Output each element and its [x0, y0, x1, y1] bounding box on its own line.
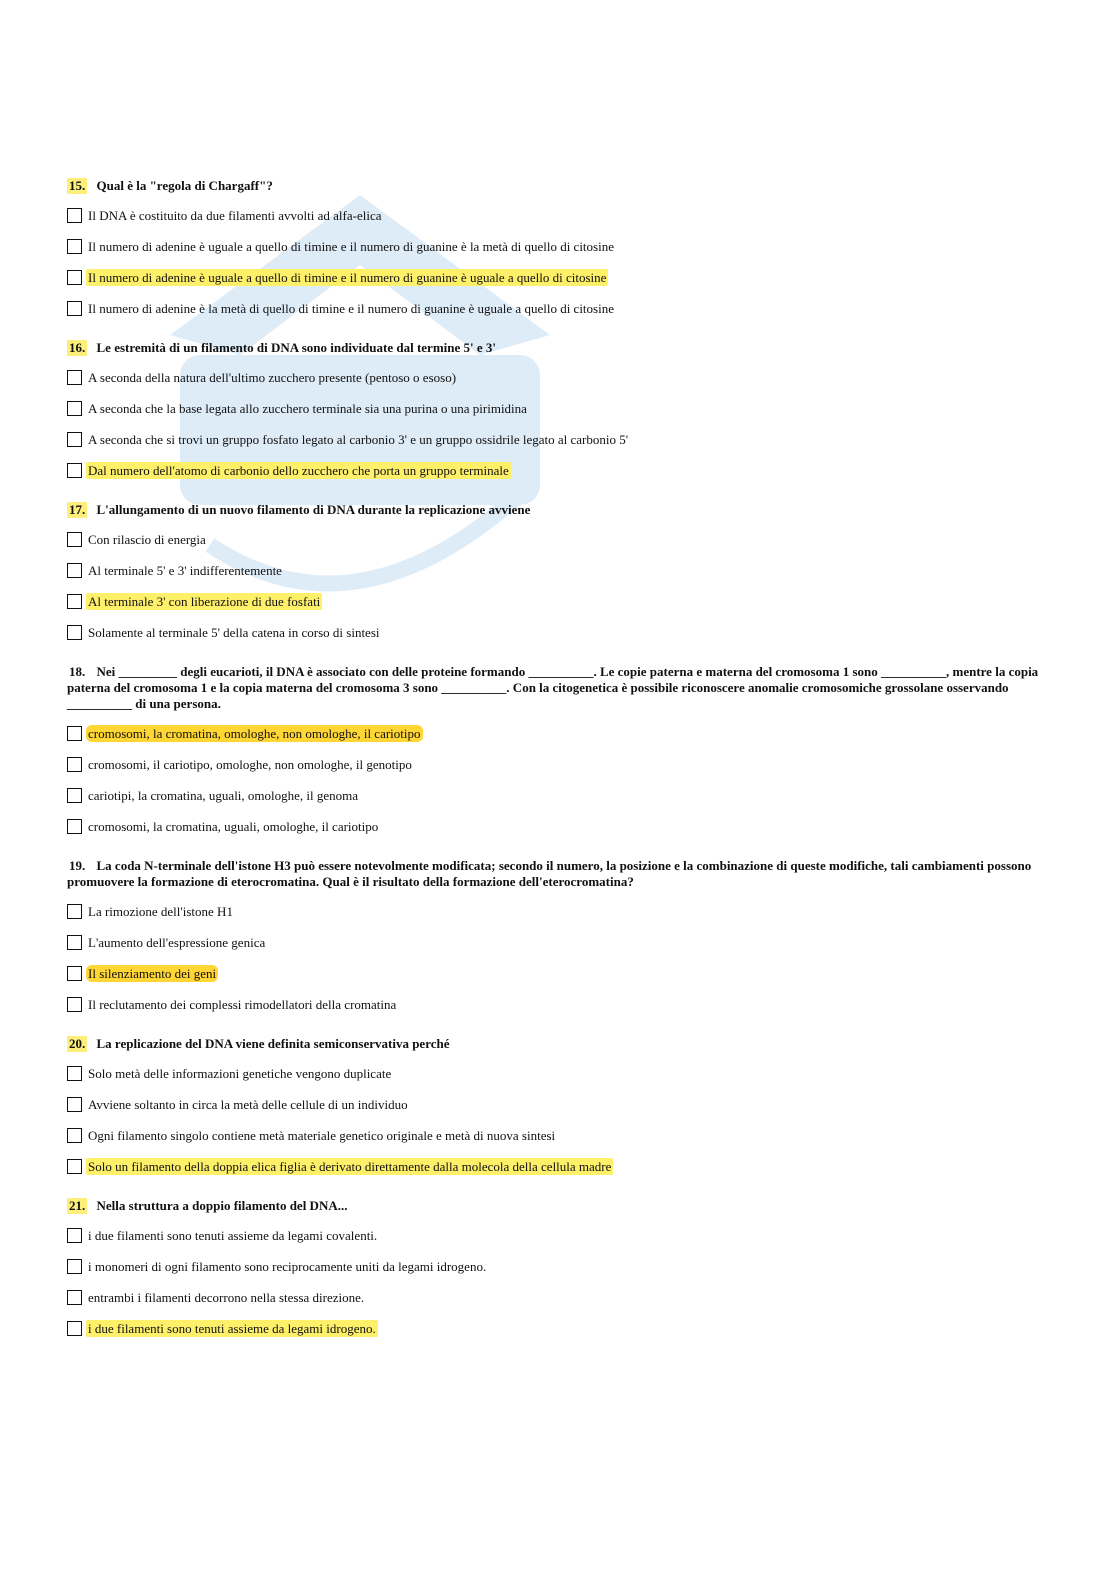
question-20 [67, 1036, 1057, 1182]
question-header [67, 1036, 1057, 1052]
answer-text: Al terminale 5' e 3' indifferentemente [88, 563, 282, 578]
answer-checkbox[interactable] [67, 1159, 82, 1174]
answer-checkbox[interactable] [67, 1290, 82, 1305]
answer-text: entrambi i filamenti decorrono nella stessa direzione. [88, 1290, 365, 1305]
question-text: La coda N-terminale dell'istone H3 può essere notevolmente modificata; secondo il numero, la posizione e la combinazione di queste modifiche, tali cambiamenti possono promuovere la formazione di eterocromatina. Qual è il risultato della formazione dell'eterocromatina? [67, 858, 1032, 889]
answer-checkbox[interactable] [67, 532, 82, 547]
answer-checkbox[interactable] [67, 757, 82, 772]
answer-text: Solo metà delle informazioni genetiche vengono duplicate [88, 1066, 392, 1081]
answer-text: i due filamenti sono tenuti assieme da legami covalenti. [88, 1228, 378, 1243]
answer-checkbox[interactable] [67, 463, 82, 478]
question-18 [67, 664, 1057, 842]
answer-checkbox[interactable] [67, 935, 82, 950]
question-header [67, 1198, 1057, 1214]
answer-checkbox[interactable] [67, 401, 82, 416]
question-number: 16. [69, 340, 86, 355]
answer-option[interactable] [67, 555, 1057, 586]
answer-checkbox[interactable] [67, 270, 82, 285]
answer-text: Il reclutamento dei complessi rimodellatori della cromatina [88, 997, 397, 1012]
answer-option-correct[interactable] [67, 455, 1057, 486]
answer-option[interactable] [67, 524, 1057, 555]
question-17 [67, 502, 1057, 648]
question-number: 17. [69, 502, 86, 517]
answer-option[interactable] [67, 1120, 1057, 1151]
answer-text: A seconda che la base legata allo zucchero terminale sia una purina o una pirimidina [88, 401, 527, 416]
question-text: L'allungamento di un nuovo filamento di DNA durante la replicazione avviene [96, 502, 531, 517]
question-text: Le estremità di un filamento di DNA sono individuate dal termine 5' e 3' [96, 340, 497, 355]
answer-text-highlighted: cromosomi, la cromatina, omologhe, non omologhe, il cariotipo [88, 726, 421, 741]
answer-option[interactable] [67, 362, 1057, 393]
question-text: La replicazione del DNA viene definita semiconservativa perché [96, 1036, 450, 1051]
answer-text: cromosomi, la cromatina, uguali, omologhe, il cariotipo [88, 819, 379, 834]
question-number: 19. [69, 858, 86, 873]
question-number: 18. [69, 664, 86, 679]
answer-option-correct[interactable] [67, 586, 1057, 617]
answer-text-highlighted: Dal numero dell'atomo di carbonio dello zucchero che porta un gruppo terminale [88, 463, 509, 478]
question-header [67, 502, 1057, 518]
answer-option[interactable] [67, 293, 1057, 324]
answer-option-correct[interactable] [67, 718, 1057, 749]
question-number: 15. [69, 178, 86, 193]
question-text: Qual è la "regola di Chargaff"? [96, 178, 273, 193]
answer-option[interactable] [67, 1058, 1057, 1089]
answer-checkbox[interactable] [67, 594, 82, 609]
question-text: Nei _________ degli eucarioti, il DNA è associato con delle proteine formando __________. Le copie paterna e materna del cromosoma 1 sono __________, mentre la copia paterna del cromosoma 1 e la copia materna del cromosoma 3 sono __________. Con la citogenetica è possibile riconoscere anomalie cromosomiche grossolane osservando __________ di una persona. [67, 664, 1039, 711]
answer-option[interactable] [67, 393, 1057, 424]
answer-option[interactable] [67, 231, 1057, 262]
answer-text-highlighted: Il silenziamento dei geni [88, 966, 217, 981]
answer-text-highlighted: Solo un filamento della doppia elica figlia è derivato direttamente dalla molecola della cellula madre [88, 1159, 612, 1174]
answer-text: Il DNA è costituito da due filamenti avvolti ad alfa-elica [88, 208, 382, 223]
question-text: Nella struttura a doppio filamento del DNA... [96, 1198, 348, 1213]
answer-option-correct[interactable] [67, 1313, 1057, 1344]
answer-option[interactable] [67, 1282, 1057, 1313]
question-21 [67, 1198, 1057, 1344]
answer-option[interactable] [67, 617, 1057, 648]
answer-checkbox[interactable] [67, 1259, 82, 1274]
answer-text-highlighted: Il numero di adenine è uguale a quello di timine e il numero di guanine è uguale a quello di citosine [88, 270, 607, 285]
answer-checkbox[interactable] [67, 1228, 82, 1243]
answer-checkbox[interactable] [67, 1066, 82, 1081]
answer-option[interactable] [67, 1251, 1057, 1282]
answer-checkbox[interactable] [67, 788, 82, 803]
answer-checkbox[interactable] [67, 997, 82, 1012]
answer-text: L'aumento dell'espressione genica [88, 935, 266, 950]
answer-checkbox[interactable] [67, 239, 82, 254]
answer-text: Solamente al terminale 5' della catena in corso di sintesi [88, 625, 380, 640]
answer-text: Ogni filamento singolo contiene metà materiale genetico originale e metà di nuova sintesi [88, 1128, 556, 1143]
answer-text: La rimozione dell'istone H1 [88, 904, 233, 919]
answer-text: i monomeri di ogni filamento sono reciprocamente uniti da legami idrogeno. [88, 1259, 487, 1274]
quiz-questions [67, 178, 1057, 1360]
answer-checkbox[interactable] [67, 904, 82, 919]
answer-text-highlighted: i due filamenti sono tenuti assieme da legami idrogeno. [88, 1321, 376, 1336]
answer-option[interactable] [67, 896, 1057, 927]
answer-option-correct[interactable] [67, 1151, 1057, 1182]
answer-text: Il numero di adenine è uguale a quello di timine e il numero di guanine è la metà di quello di citosine [88, 239, 614, 254]
answer-option[interactable] [67, 927, 1057, 958]
question-number: 20. [69, 1036, 86, 1051]
answer-text: Avviene soltanto in circa la metà delle cellule di un individuo [88, 1097, 408, 1112]
answer-option[interactable] [67, 424, 1057, 455]
answer-text: A seconda che si trovi un gruppo fosfato legato al carbonio 3' e un gruppo ossidrile legato al carbonio 5' [88, 432, 629, 447]
answer-checkbox[interactable] [67, 1097, 82, 1112]
answer-text: Il numero di adenine è la metà di quello di timine e il numero di guanine è uguale a quello di citosine [88, 301, 614, 316]
answer-text: cromosomi, il cariotipo, omologhe, non omologhe, il genotipo [88, 757, 412, 772]
answer-text: Con rilascio di energia [88, 532, 206, 547]
answer-checkbox[interactable] [67, 1321, 82, 1336]
answer-option[interactable] [67, 200, 1057, 231]
answer-checkbox[interactable] [67, 432, 82, 447]
answer-checkbox[interactable] [67, 625, 82, 640]
answer-checkbox[interactable] [67, 819, 82, 834]
answer-option[interactable] [67, 811, 1057, 842]
answer-option[interactable] [67, 780, 1057, 811]
question-19 [67, 858, 1057, 1020]
answer-checkbox[interactable] [67, 370, 82, 385]
answer-text-highlighted: Al terminale 3' con liberazione di due fosfati [88, 594, 321, 609]
question-header [67, 178, 1057, 194]
question-number: 21. [69, 1198, 86, 1213]
answer-checkbox[interactable] [67, 563, 82, 578]
answer-checkbox[interactable] [67, 726, 82, 741]
answer-checkbox[interactable] [67, 208, 82, 223]
question-header [67, 340, 1057, 356]
answer-option-correct[interactable] [67, 262, 1057, 293]
answer-text: cariotipi, la cromatina, uguali, omologhe, il genoma [88, 788, 359, 803]
answer-option-correct[interactable] [67, 958, 1057, 989]
answer-option[interactable] [67, 749, 1057, 780]
question-15 [67, 178, 1057, 324]
question-16 [67, 340, 1057, 486]
question-header [67, 858, 1057, 890]
answer-option[interactable] [67, 1089, 1057, 1120]
answer-text: A seconda della natura dell'ultimo zucchero presente (pentoso o esoso) [88, 370, 457, 385]
question-header [67, 664, 1057, 712]
answer-option[interactable] [67, 989, 1057, 1020]
answer-checkbox[interactable] [67, 966, 82, 981]
answer-option[interactable] [67, 1220, 1057, 1251]
answer-checkbox[interactable] [67, 1128, 82, 1143]
answer-checkbox[interactable] [67, 301, 82, 316]
